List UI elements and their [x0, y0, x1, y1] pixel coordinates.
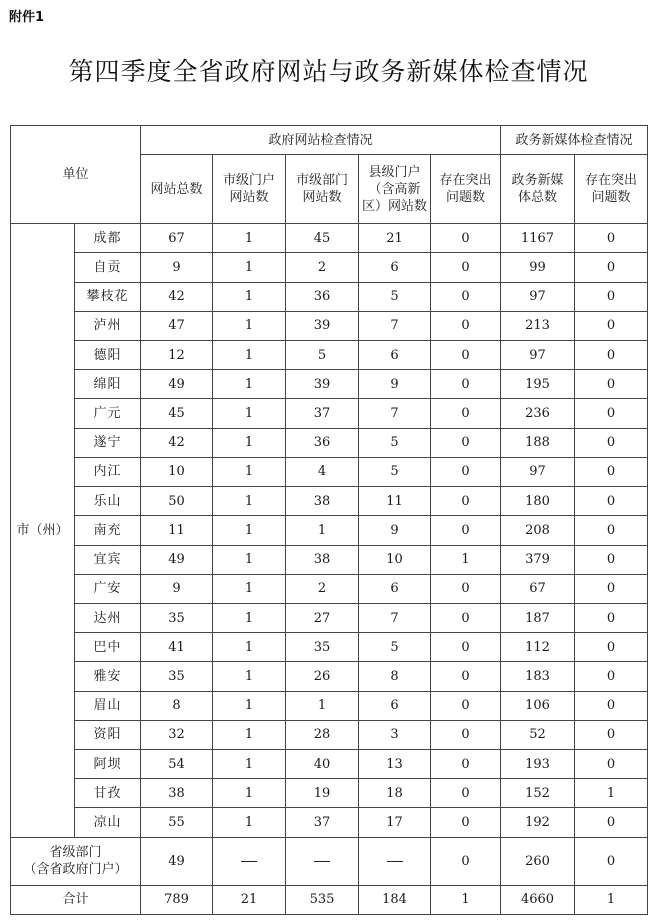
header-media-issues-line: 问题数: [591, 190, 631, 206]
row-unit-name: 绵阳: [75, 370, 141, 399]
cell-media-total: 97: [501, 457, 575, 486]
cell-city-dept: 26: [286, 662, 359, 691]
cell-county-portal: 5: [359, 428, 431, 457]
cell-media-total: 97: [501, 282, 575, 311]
total-row: [11, 885, 648, 914]
cell-media-total: 112: [501, 633, 575, 662]
cell-site-issues: 0: [431, 370, 501, 399]
cell-site-total: 49: [141, 545, 213, 574]
cell-site-total: 50: [141, 487, 213, 516]
provincial-label-line: 省级部门: [49, 845, 102, 861]
cell-site-issues: 0: [431, 340, 501, 369]
header-site-issues-line: 问题数: [446, 190, 486, 206]
cell-site-total: 38: [141, 779, 213, 808]
cell-site-issues: 1: [431, 545, 501, 574]
row-unit-name: 宜宾: [75, 545, 141, 574]
dash-mark: [241, 861, 257, 862]
cell-city-portal: 1: [213, 545, 286, 574]
cell-site-issues: 0: [431, 487, 501, 516]
provincial-city-portal: [213, 837, 286, 885]
cell-county-portal: 9: [359, 516, 431, 545]
total-label: 合计: [11, 885, 141, 914]
cell-site-issues: 0: [431, 311, 501, 340]
cell-site-issues: 0: [431, 224, 501, 253]
row-unit-name: 南充: [75, 516, 141, 545]
cell-city-portal: 1: [213, 340, 286, 369]
cell-city-dept: 37: [286, 399, 359, 428]
cell-city-dept: 28: [286, 720, 359, 749]
row-unit-name: 达州: [75, 603, 141, 632]
row-unit-name: 攀枝花: [75, 282, 141, 311]
provincial-label: [11, 837, 141, 885]
cell-media-total: 52: [501, 720, 575, 749]
provincial-county-portal: [359, 837, 431, 885]
cell-site-issues: 0: [431, 633, 501, 662]
cell-media-total: 195: [501, 370, 575, 399]
cell-media-issues: 0: [575, 662, 648, 691]
cell-media-total: 97: [501, 340, 575, 369]
table-row: [11, 311, 648, 340]
total-city-portal: 21: [213, 885, 286, 914]
cell-county-portal: 3: [359, 720, 431, 749]
cell-site-total: 9: [141, 574, 213, 603]
cell-city-portal: 1: [213, 750, 286, 779]
cell-site-total: 45: [141, 399, 213, 428]
row-unit-name: 德阳: [75, 340, 141, 369]
cell-site-issues: 0: [431, 750, 501, 779]
cell-media-total: 213: [501, 311, 575, 340]
header-new-media-group: 政务新媒体检查情况: [501, 126, 648, 155]
row-unit-name: 内江: [75, 457, 141, 486]
header-county-portal-line: 县级门户: [368, 164, 421, 180]
cell-media-total: 180: [501, 487, 575, 516]
table-row: [11, 340, 648, 369]
cell-media-total: 379: [501, 545, 575, 574]
cell-city-dept: 2: [286, 253, 359, 282]
header-site-issues-line: 存在突出: [439, 173, 492, 189]
cell-media-total: 67: [501, 574, 575, 603]
header-media-total-line: 体总数: [518, 190, 558, 206]
cell-city-dept: 39: [286, 311, 359, 340]
row-unit-name: 遂宁: [75, 428, 141, 457]
total-county-portal: 184: [359, 885, 431, 914]
cell-city-portal: 1: [213, 457, 286, 486]
cell-media-issues: 0: [575, 282, 648, 311]
cell-county-portal: 18: [359, 779, 431, 808]
cell-county-portal: 9: [359, 370, 431, 399]
cell-city-dept: 5: [286, 340, 359, 369]
cell-city-portal: 1: [213, 516, 286, 545]
cell-site-total: 49: [141, 370, 213, 399]
row-unit-name: 泸州: [75, 311, 141, 340]
cell-site-issues: 0: [431, 662, 501, 691]
cell-city-portal: 1: [213, 633, 286, 662]
header-unit: 单位: [11, 126, 141, 224]
header-county-portal-line: 区）网站数: [362, 198, 428, 214]
cell-city-dept: 38: [286, 487, 359, 516]
row-unit-name: 成都: [75, 224, 141, 253]
total-site-issues: 1: [431, 885, 501, 914]
table-row: [11, 603, 648, 632]
cell-city-portal: 1: [213, 224, 286, 253]
header-media-total: [501, 155, 575, 224]
cell-city-dept: 39: [286, 370, 359, 399]
header-city-dept: [286, 155, 359, 224]
cell-media-issues: 0: [575, 311, 648, 340]
table-row: [11, 662, 648, 691]
attachment-label: 附件1: [9, 10, 45, 25]
total-site-total: 789: [141, 885, 213, 914]
row-unit-name: 广安: [75, 574, 141, 603]
cell-media-issues: 0: [575, 603, 648, 632]
cell-city-portal: 1: [213, 487, 286, 516]
table-row: [11, 779, 648, 808]
row-unit-name: 雅安: [75, 662, 141, 691]
cell-city-portal: 1: [213, 282, 286, 311]
cell-county-portal: 17: [359, 808, 431, 837]
cell-city-portal: 1: [213, 779, 286, 808]
header-county-portal-line: （含高新: [368, 181, 421, 197]
cell-site-issues: 0: [431, 720, 501, 749]
header-site-total: 网站总数: [141, 155, 213, 224]
cell-city-portal: 1: [213, 691, 286, 720]
cell-media-issues: 0: [575, 808, 648, 837]
cell-site-total: 47: [141, 311, 213, 340]
row-unit-name: 巴中: [75, 633, 141, 662]
cell-site-total: 42: [141, 282, 213, 311]
cell-media-issues: 0: [575, 574, 648, 603]
inspection-table: [10, 125, 648, 915]
cell-site-issues: 0: [431, 399, 501, 428]
cell-county-portal: 5: [359, 633, 431, 662]
table-row: [11, 253, 648, 282]
cell-site-issues: 0: [431, 808, 501, 837]
cell-site-total: 35: [141, 603, 213, 632]
header-city-portal: [213, 155, 286, 224]
cell-site-issues: 0: [431, 457, 501, 486]
cell-city-portal: 1: [213, 574, 286, 603]
cell-city-dept: 19: [286, 779, 359, 808]
group-label: 市（州）: [11, 224, 75, 838]
cell-site-issues: 0: [431, 779, 501, 808]
cell-city-dept: 37: [286, 808, 359, 837]
dash-mark: [314, 861, 330, 862]
provincial-label-line: （含省政府门户）: [23, 862, 128, 878]
cell-city-portal: 1: [213, 720, 286, 749]
header-media-issues-line: 存在突出: [585, 173, 638, 189]
cell-site-total: 41: [141, 633, 213, 662]
cell-city-portal: 1: [213, 662, 286, 691]
header-site-issues: [431, 155, 501, 224]
cell-city-portal: 1: [213, 603, 286, 632]
cell-media-total: 208: [501, 516, 575, 545]
cell-site-total: 10: [141, 457, 213, 486]
cell-county-portal: 6: [359, 340, 431, 369]
cell-media-issues: 0: [575, 457, 648, 486]
cell-media-issues: 0: [575, 224, 648, 253]
row-unit-name: 眉山: [75, 691, 141, 720]
table-row: [11, 282, 648, 311]
table-row: [11, 633, 648, 662]
cell-media-total: 188: [501, 428, 575, 457]
table-row: [11, 370, 648, 399]
cell-site-total: 9: [141, 253, 213, 282]
row-unit-name: 乐山: [75, 487, 141, 516]
cell-site-total: 42: [141, 428, 213, 457]
cell-city-dept: 45: [286, 224, 359, 253]
table-row: [11, 428, 648, 457]
cell-county-portal: 21: [359, 224, 431, 253]
cell-city-portal: 1: [213, 370, 286, 399]
cell-media-issues: 0: [575, 691, 648, 720]
cell-media-total: 187: [501, 603, 575, 632]
cell-media-issues: 0: [575, 487, 648, 516]
cell-city-portal: 1: [213, 808, 286, 837]
row-unit-name: 广元: [75, 399, 141, 428]
cell-county-portal: 6: [359, 691, 431, 720]
table-row: [11, 750, 648, 779]
table-row: [11, 691, 648, 720]
header-city-portal-line: 网站数: [229, 190, 269, 206]
cell-site-issues: 0: [431, 282, 501, 311]
header-row-1: [11, 126, 648, 155]
cell-city-dept: 2: [286, 574, 359, 603]
total-city-dept: 535: [286, 885, 359, 914]
row-unit-name: 资阳: [75, 720, 141, 749]
cell-county-portal: 5: [359, 282, 431, 311]
cell-media-issues: 0: [575, 545, 648, 574]
cell-county-portal: 8: [359, 662, 431, 691]
cell-county-portal: 13: [359, 750, 431, 779]
cell-media-total: 236: [501, 399, 575, 428]
cell-media-total: 193: [501, 750, 575, 779]
header-gov-sites-group: 政府网站检查情况: [141, 126, 501, 155]
document-title: 第四季度全省政府网站与政务新媒体检查情况: [68, 57, 589, 86]
cell-county-portal: 10: [359, 545, 431, 574]
cell-county-portal: 6: [359, 574, 431, 603]
cell-county-portal: 7: [359, 311, 431, 340]
cell-site-total: 8: [141, 691, 213, 720]
provincial-media-issues: 0: [575, 837, 648, 885]
cell-media-total: 1167: [501, 224, 575, 253]
header-media-issues: [575, 155, 648, 224]
provincial-site-issues: 0: [431, 837, 501, 885]
cell-site-total: 35: [141, 662, 213, 691]
total-media-issues: 1: [575, 885, 648, 914]
row-unit-name: 凉山: [75, 808, 141, 837]
cell-county-portal: 7: [359, 603, 431, 632]
cell-site-issues: 0: [431, 574, 501, 603]
cell-media-issues: 0: [575, 633, 648, 662]
row-unit-name: 甘孜: [75, 779, 141, 808]
cell-city-portal: 1: [213, 428, 286, 457]
cell-media-issues: 0: [575, 750, 648, 779]
cell-media-total: 183: [501, 662, 575, 691]
table-row: [11, 574, 648, 603]
cell-city-dept: 4: [286, 457, 359, 486]
cell-media-issues: 0: [575, 340, 648, 369]
header-county-portal: [359, 155, 431, 224]
cell-media-total: 192: [501, 808, 575, 837]
cell-media-issues: 0: [575, 428, 648, 457]
dash-mark: [387, 861, 403, 862]
cell-media-total: 152: [501, 779, 575, 808]
cell-city-dept: 27: [286, 603, 359, 632]
cell-site-issues: 0: [431, 516, 501, 545]
cell-media-issues: 0: [575, 399, 648, 428]
provincial-row: [11, 837, 648, 885]
table-row: [11, 545, 648, 574]
cell-city-dept: 36: [286, 282, 359, 311]
cell-site-total: 11: [141, 516, 213, 545]
row-unit-name: 自贡: [75, 253, 141, 282]
cell-county-portal: 7: [359, 399, 431, 428]
header-city-dept-line: 市级部门: [296, 173, 349, 189]
table-row: [11, 399, 648, 428]
table-row: [11, 720, 648, 749]
cell-city-portal: 1: [213, 311, 286, 340]
table-row: [11, 516, 648, 545]
cell-site-total: 67: [141, 224, 213, 253]
cell-site-total: 32: [141, 720, 213, 749]
header-city-dept-line: 网站数: [302, 190, 342, 206]
cell-media-total: 99: [501, 253, 575, 282]
header-media-total-line: 政务新媒: [511, 173, 564, 189]
cell-media-issues: 0: [575, 720, 648, 749]
cell-city-dept: 35: [286, 633, 359, 662]
cell-site-issues: 0: [431, 428, 501, 457]
cell-site-total: 54: [141, 750, 213, 779]
cell-media-issues: 1: [575, 779, 648, 808]
total-media-total: 4660: [501, 885, 575, 914]
cell-city-dept: 38: [286, 545, 359, 574]
cell-media-issues: 0: [575, 253, 648, 282]
table-row: [11, 808, 648, 837]
cell-site-issues: 0: [431, 603, 501, 632]
cell-city-dept: 1: [286, 516, 359, 545]
table-row: [11, 457, 648, 486]
cell-media-issues: 0: [575, 370, 648, 399]
table-row: [11, 487, 648, 516]
cell-media-total: 106: [501, 691, 575, 720]
cell-media-issues: 0: [575, 516, 648, 545]
provincial-site-total: 49: [141, 837, 213, 885]
cell-county-portal: 11: [359, 487, 431, 516]
cell-site-total: 55: [141, 808, 213, 837]
row-unit-name: 阿坝: [75, 750, 141, 779]
cell-city-portal: 1: [213, 399, 286, 428]
table-row: [11, 224, 648, 253]
cell-county-portal: 5: [359, 457, 431, 486]
cell-site-issues: 0: [431, 253, 501, 282]
header-city-portal-line: 市级门户: [223, 173, 276, 189]
cell-city-dept: 36: [286, 428, 359, 457]
cell-county-portal: 6: [359, 253, 431, 282]
cell-site-issues: 0: [431, 691, 501, 720]
cell-city-dept: 40: [286, 750, 359, 779]
provincial-media-total: 260: [501, 837, 575, 885]
provincial-city-dept: [286, 837, 359, 885]
cell-city-portal: 1: [213, 253, 286, 282]
cell-site-total: 12: [141, 340, 213, 369]
cell-city-dept: 1: [286, 691, 359, 720]
